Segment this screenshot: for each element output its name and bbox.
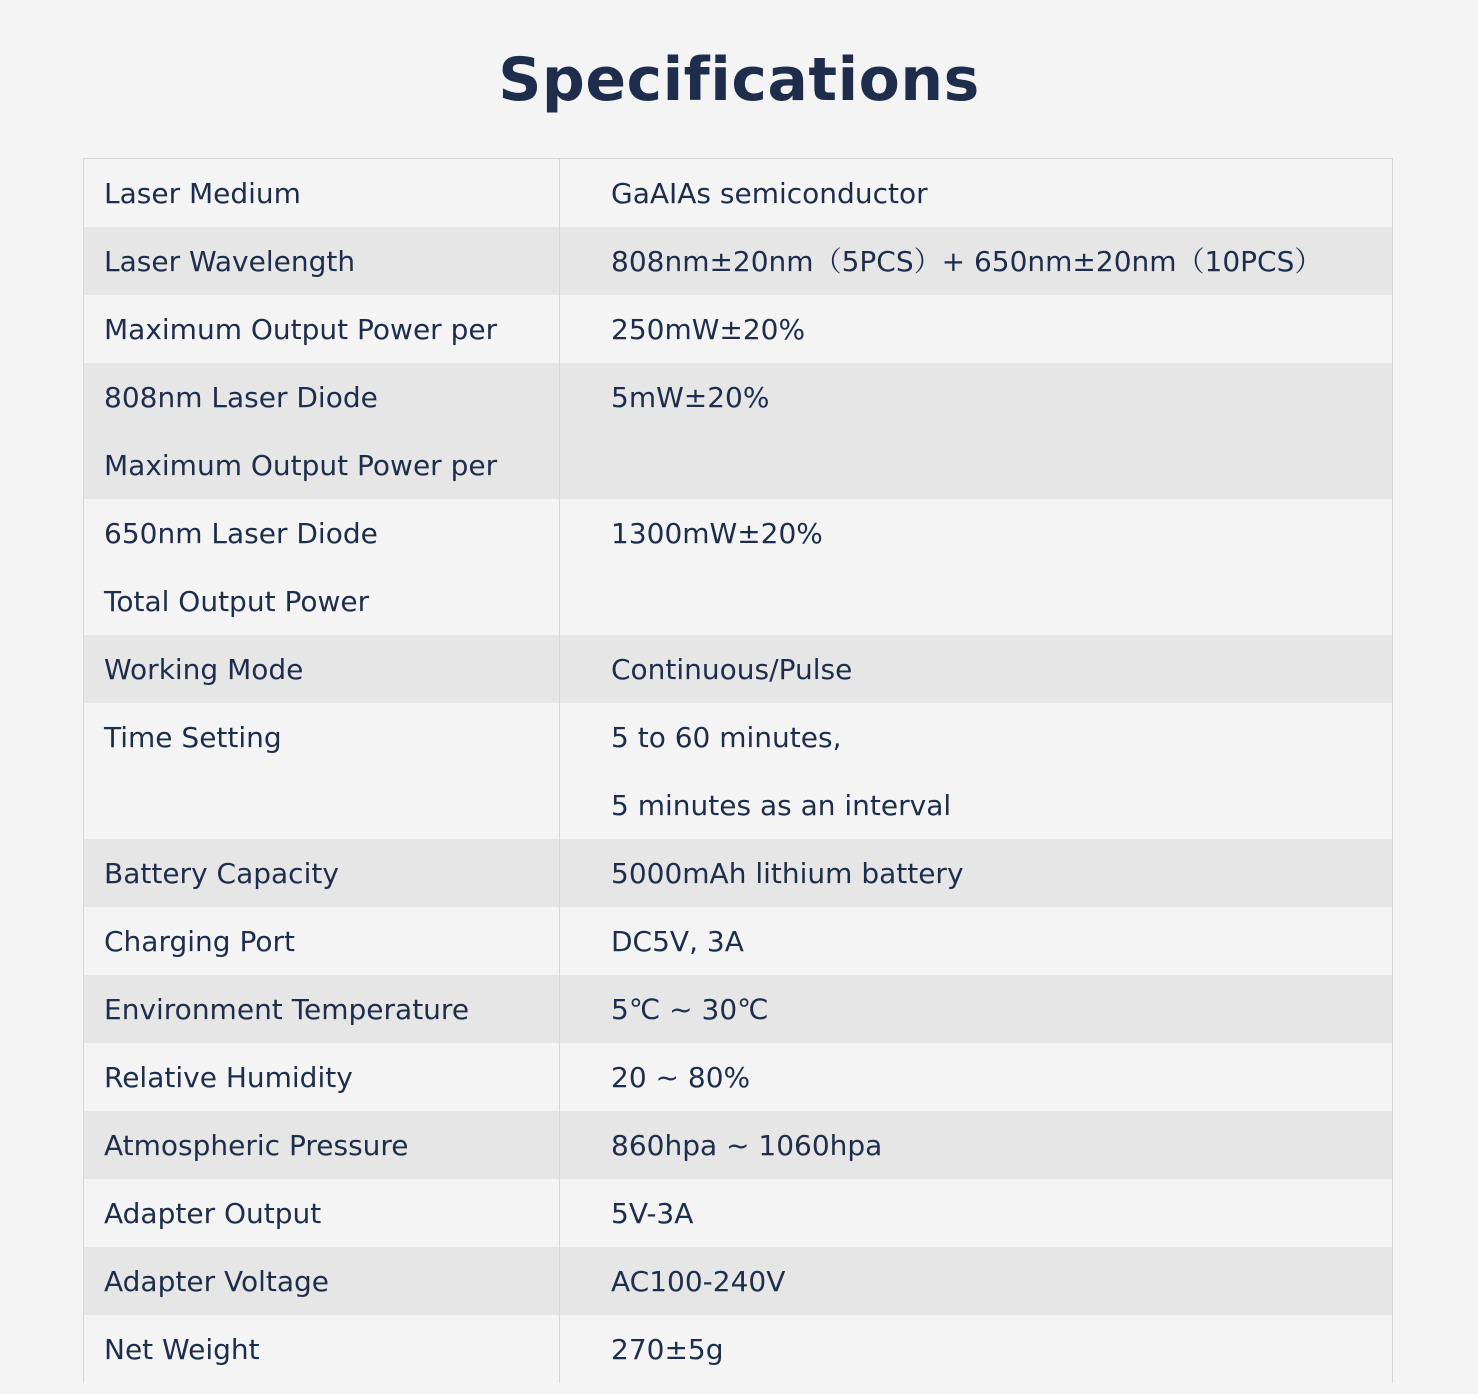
spec-value: 20 ~ 80% [611,1061,751,1094]
spec-value: 5V-3A [611,1197,694,1230]
spec-label-cell [84,1111,560,1179]
spec-label-cell [84,499,560,635]
spec-value: 250mW±20% [611,313,806,346]
spec-label: 650nm Laser Diode [104,517,378,550]
spec-value: Continuous/Pulse [611,653,853,686]
spec-value: 270±5g [611,1333,724,1366]
spec-value: 5 to 60 minutes, [611,721,842,754]
spec-label-cell [84,703,560,839]
spec-label: Total Output Power [104,585,370,618]
spec-value-cell [560,635,1392,703]
spec-value: AC100-240V [611,1265,786,1298]
spec-value: DC5V, 3A [611,925,744,958]
spec-label: Relative Humidity [104,1061,353,1094]
spec-row-net-weight [84,1315,1392,1383]
spec-row-atmospheric-pressure [84,1111,1392,1179]
spec-value-cell [560,975,1392,1043]
spec-label: Time Setting [104,721,282,754]
spec-value: 5 minutes as an interval [611,789,952,822]
spec-label: Net Weight [104,1333,260,1366]
spec-label-cell [84,159,560,227]
spec-label: Battery Capacity [104,857,339,890]
spec-label-cell [84,227,560,295]
spec-label-cell [84,907,560,975]
spec-value-cell [560,703,1392,839]
spec-row-adapter-voltage [84,1247,1392,1315]
spec-value-cell [560,1179,1392,1247]
spec-row-battery-capacity [84,839,1392,907]
spec-row-environment-temperature [84,975,1392,1043]
spec-row-max-output-808 [84,295,1392,363]
spec-row-adapter-output [84,1179,1392,1247]
spec-label-cell [84,839,560,907]
spec-label: Environment Temperature [104,993,470,1026]
page-title: Specifications [498,45,980,115]
spec-row-working-mode [84,635,1392,703]
spec-label: Maximum Output Power per [104,449,498,482]
spec-value: GaAIAs semiconductor [611,177,928,210]
spec-value: 5000mAh lithium battery [611,857,964,890]
spec-label: Laser Medium [104,177,301,210]
spec-label: Atmospheric Pressure [104,1129,409,1162]
spec-value-cell [560,1315,1392,1383]
specifications-table [83,158,1393,1383]
spec-label: Maximum Output Power per [104,313,498,346]
spec-label: Working Mode [104,653,304,686]
spec-label-cell [84,295,560,363]
spec-label: 808nm Laser Diode [104,381,378,414]
spec-value-cell [560,363,1392,499]
spec-value-cell [560,839,1392,907]
spec-row-time-setting [84,703,1392,839]
spec-row-total-output [84,499,1392,635]
spec-row-charging-port [84,907,1392,975]
spec-value-cell [560,499,1392,635]
spec-row-max-output-650 [84,363,1392,499]
spec-value: 860hpa ~ 1060hpa [611,1129,883,1162]
spec-value-cell [560,907,1392,975]
spec-value-cell [560,1111,1392,1179]
spec-value: 5℃ ~ 30℃ [611,993,769,1026]
spec-label: Laser Wavelength [104,245,356,278]
spec-value-cell [560,227,1392,295]
spec-label-cell [84,1247,560,1315]
spec-row-laser-wavelength [84,227,1392,295]
spec-row-relative-humidity [84,1043,1392,1111]
spec-label: Adapter Output [104,1197,322,1230]
spec-value: 808nm±20nm（5PCS）+ 650nm±20nm（10PCS） [611,245,1323,278]
spec-value-cell [560,295,1392,363]
spec-value-cell [560,159,1392,227]
spec-label-cell [84,1179,560,1247]
spec-label-cell [84,975,560,1043]
spec-label: Adapter Voltage [104,1265,330,1298]
spec-value: 5mW±20% [611,381,770,414]
spec-label-cell [84,1043,560,1111]
spec-value: 1300mW±20% [611,517,823,550]
spec-label-cell [84,363,560,499]
spec-value-cell [560,1247,1392,1315]
spec-label-cell [84,1315,560,1383]
spec-label: Charging Port [104,925,295,958]
spec-value-cell [560,1043,1392,1111]
spec-row-laser-medium [84,159,1392,227]
spec-label-cell [84,635,560,703]
